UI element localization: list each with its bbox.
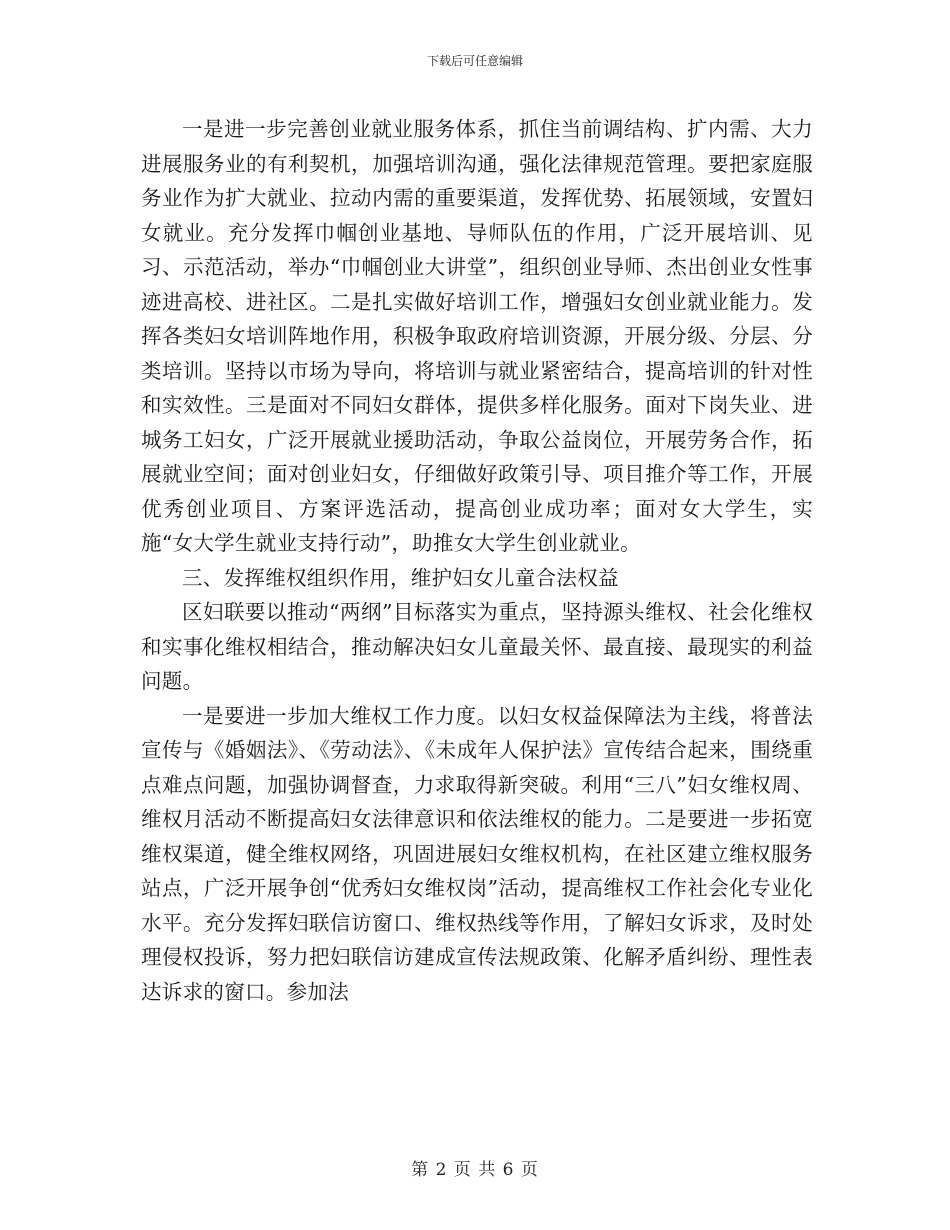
paragraph-employment-services: 一是进一步完善创业就业服务体系，抓住当前调结构、扩内需、大力进展服务业的有利契机，加强培训沟通，强化法律规范管理。要把家庭服务业作为扩大就业、拉动内需的重要渠道，发挥优势、拓展领域，安置妇女就业。充分发挥巾帼创业基地、导师队伍的作用，广泛开展培训、见习、示范活动，举办“巾帼创业大讲堂”，组织创业导师、杰出创业女性事迹进高校、进社区。二是扎实做好培训工作，增强妇女创业就业能力。发挥各类妇女培训阵地作用，积极争取政府培训资源，开展分级、分层、分类培训。坚持以市场为导向，将培训与就业紧密结合，提高培训的针对性和实效性。三是面对不同妇女群体，提供多样化服务。面对下岗失业、进城务工妇女，广泛开展就业援助活动，争取公益岗位，开展劳务合作，拓展就业空间；面对创业妇女，仔细做好政策引导、项目推介等工作，开展优秀创业项目、方案评选活动，提高创业成功率；面对女大学生，实施“女大学生就业支持行动”，助推女大学生创业就业。 [141, 117, 813, 555]
paragraph-rights-work: 一是要进一步加大维权工作力度。以妇女权益保障法为主线，将普法宣传与《婚姻法》、《劳动法》、《未成年人保护法》宣传结合起来，围绕重点难点问题，加强协调督查，力求取得新突破。利用“三八”妇女维权周、维权月活动不断提高妇女法律意识和依法维权的能力。二是要进一步拓宽维权渠道，健全维权网络，巩固进展妇女维权机构，在社区建立维权服务站点，广泛开展争创“优秀妇女维权岗”活动，提高维权工作社会化专业化水平。充分发挥妇联信访窗口、维权热线等作用，了解妇女诉求，及时处理侵权投诉，努力把妇联信访建成宣传法规政策、化解矛盾纠纷、理性表达诉求的窗口。参加法 [141, 703, 813, 1004]
paragraph-rights-intro: 区妇联要以推动“两纲”目标落实为重点，坚持源头维权、社会化维权和实事化维权相结合，推动解决妇女儿童最关怀、最直接、最现实的利益问题。 [141, 600, 813, 693]
page-number: 第 2 页 共 6 页 [411, 1160, 539, 1180]
document-body [141, 112, 813, 1009]
page-header: 下载后可任意编辑 [426, 54, 523, 68]
section-heading-rights: 三、发挥维权组织作用，维护妇女儿童合法权益 [182, 565, 619, 590]
